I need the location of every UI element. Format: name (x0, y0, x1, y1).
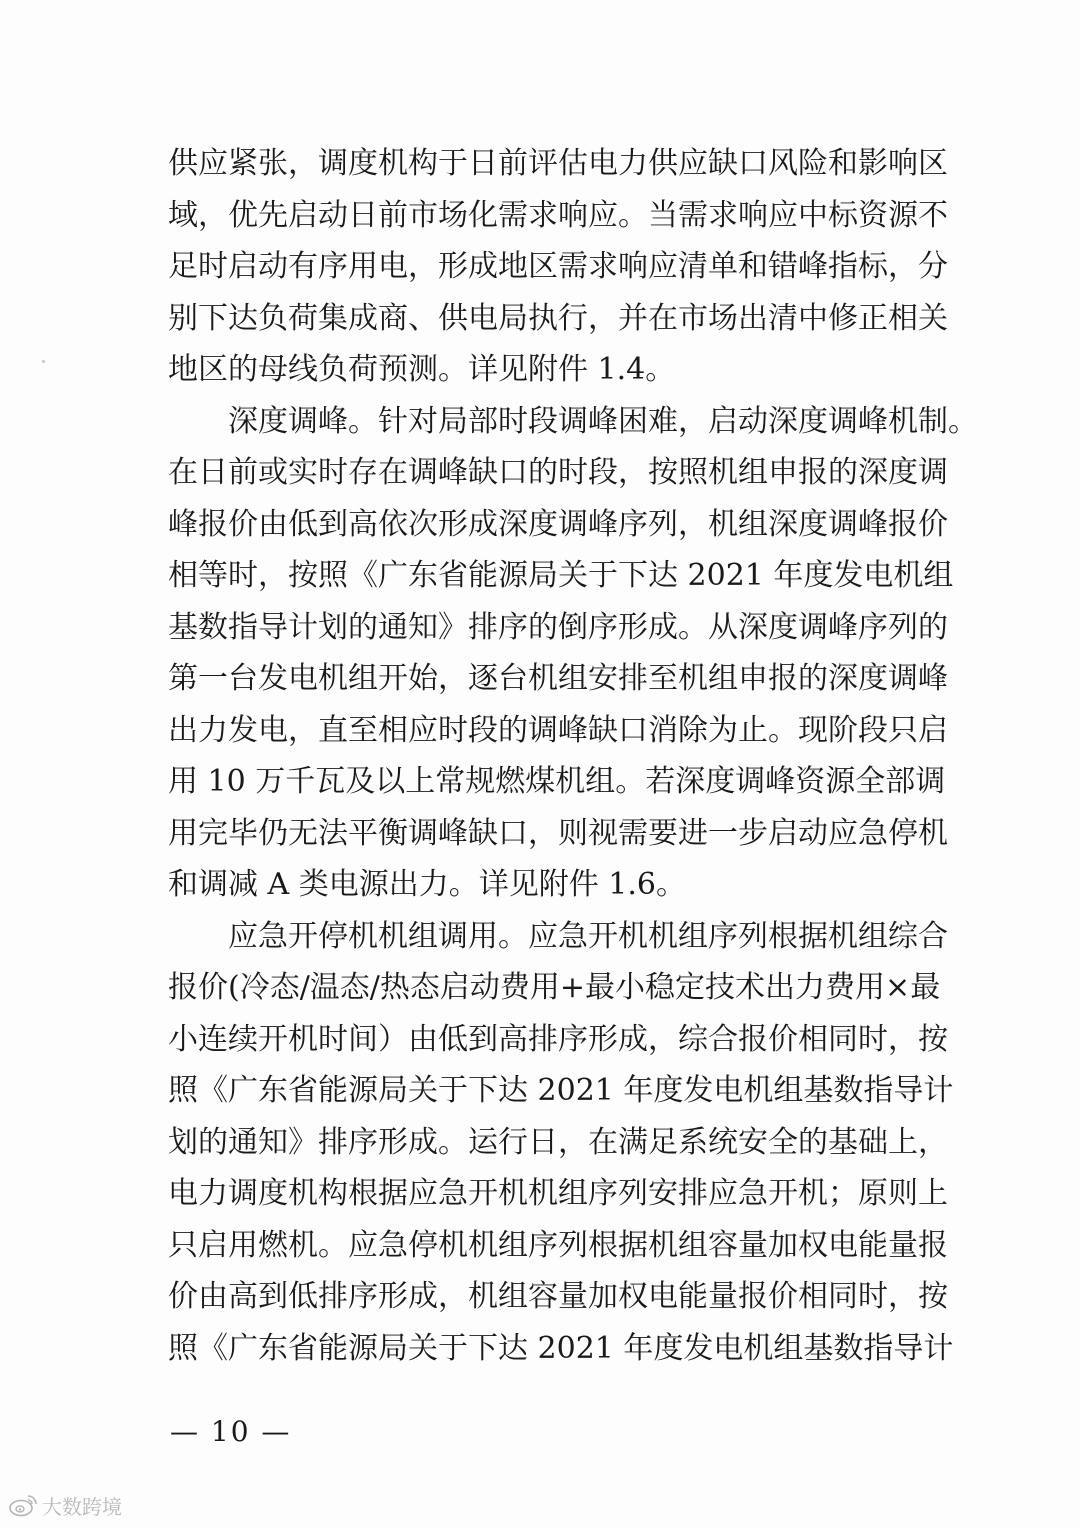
text-line: 应急开停机机组调用。应急开机机组序列根据机组综合 (228, 918, 948, 954)
text-line: 深度调峰。针对局部时段调峰困难，启动深度调峰机制。 (228, 403, 978, 439)
text-line: 域，优先启动日前市场化需求响应。当需求响应中标资源不 (168, 197, 948, 233)
watermark-text: 大数跨境 (42, 1494, 122, 1519)
text-line: 峰报价由低到高依次形成深度调峰序列，机组深度调峰报价 (168, 506, 948, 542)
text-line: 只启用燃机。应急停机机组序列根据机组容量加权电能量报 (168, 1227, 948, 1263)
text-line: 报价(冷态/温态/热态启动费用+最小稳定技术出力费用×最 (168, 970, 941, 1005)
body-text (168, 138, 978, 1374)
text-line: 用 10 万千瓦及以上常规燃煤机组。若深度调峰资源全部调 (168, 764, 946, 799)
text-line: 照《广东省能源局关于下达 2021 年度发电机组基数指导计 (168, 1073, 954, 1108)
scan-speck (42, 360, 45, 363)
page-number: — 10 — (170, 1415, 292, 1448)
text-line: 地区的母线负荷预测。详见附件 1.4。 (168, 352, 676, 387)
text-line: 和调减 A 类电源出力。详见附件 1.6。 (168, 867, 686, 902)
text-line: 足时启动有序用电，形成地区需求响应清单和错峰指标，分 (168, 249, 948, 284)
text-line: 划的通知》排序形成。运行日，在满足系统安全的基础上， (168, 1124, 948, 1160)
text-line: 相等时，按照《广东省能源局关于下达 2021 年度发电机组 (168, 558, 954, 593)
text-line: 价由高到低排序形成，机组容量加权电能量报价相同时，按 (168, 1279, 948, 1314)
text-line: 基数指导计划的通知》排序的倒序形成。从深度调峰序列的 (168, 609, 948, 645)
text-line: 电力调度机构根据应急开机机组序列安排应急开机；原则上 (168, 1176, 948, 1211)
text-line: 小连续开机时间）由低到高排序形成，综合报价相同时，按 (168, 1021, 948, 1057)
watermark (8, 1490, 122, 1520)
weibo-icon (8, 1493, 38, 1517)
text-line: 第一台发电机组开始，逐台机组安排至机组申报的深度调峰 (168, 661, 948, 696)
text-line: 供应紧张，调度机构于日前评估电力供应缺口风险和影响区 (168, 146, 948, 181)
text-line: 别下达负荷集成商、供电局执行，并在市场出清中修正相关 (168, 300, 948, 336)
text-line: 用完毕仍无法平衡调峰缺口，则视需要进一步启动应急停机 (168, 815, 948, 851)
text-line: 出力发电，直至相应时段的调峰缺口消除为止。现阶段只启 (168, 712, 948, 748)
text-line: 在日前或实时存在调峰缺口的时段，按照机组申报的深度调 (168, 455, 948, 490)
text-line: 照《广东省能源局关于下达 2021 年度发电机组基数指导计 (168, 1330, 954, 1366)
